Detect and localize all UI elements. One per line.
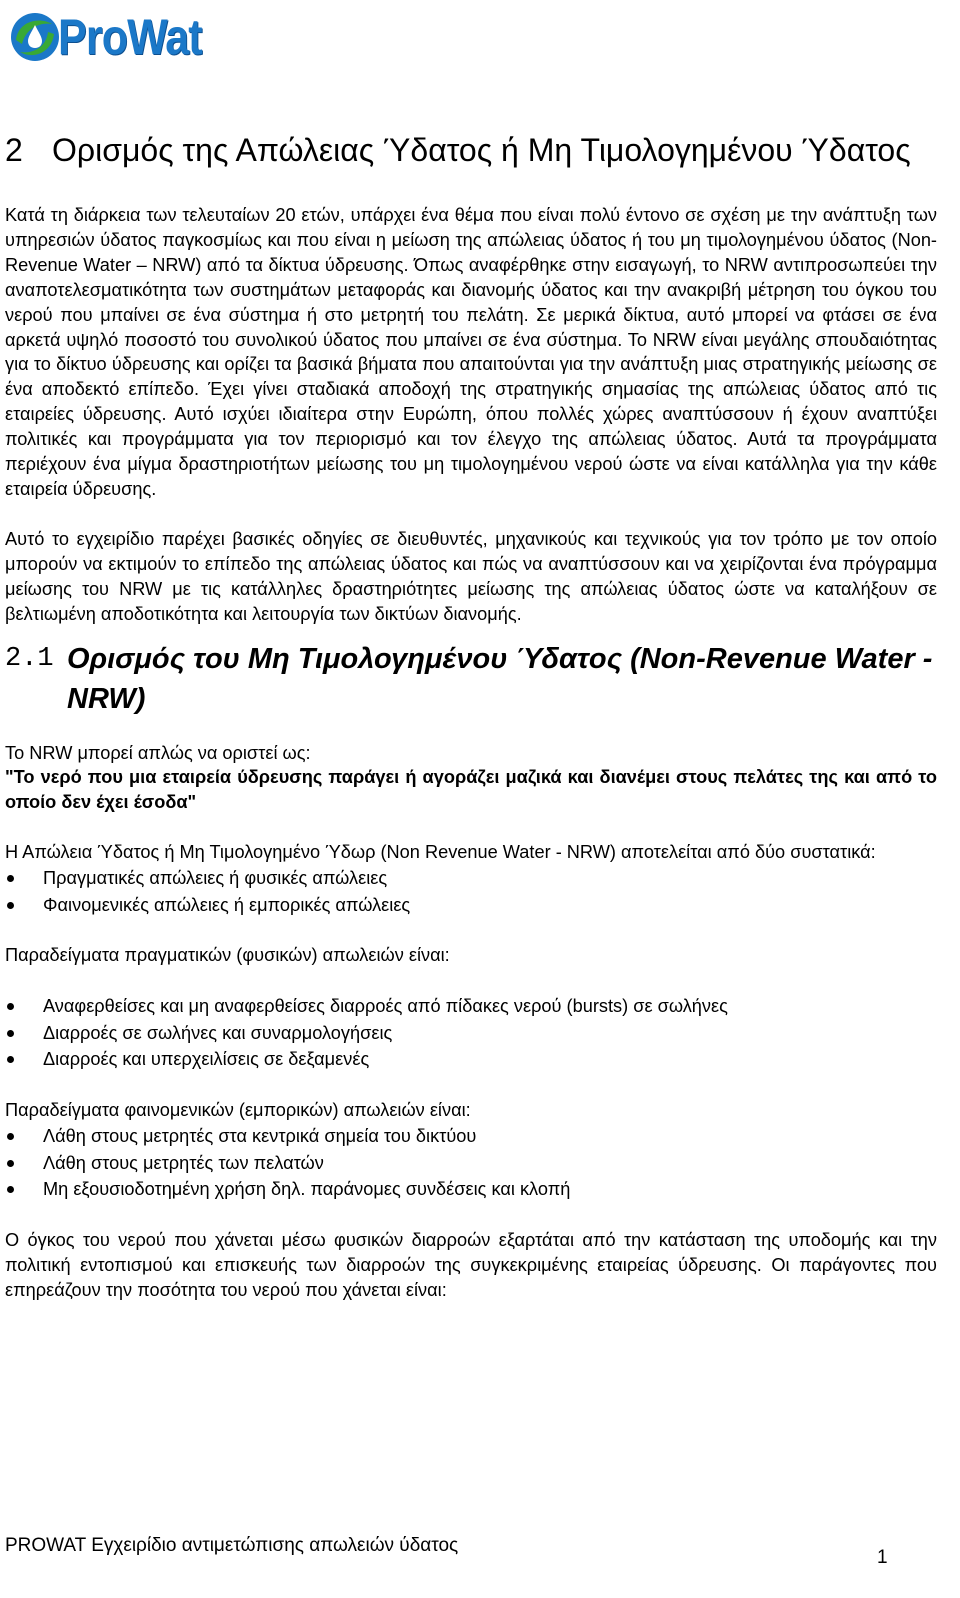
apparent-losses-heading: Παραδείγματα φαινομενικών (εμπορικών) απωλειών είναι: xyxy=(5,1100,471,1120)
section-title: Ορισμός της Απώλειας Ύδατος ή Μη Τιμολογημένου Ύδατος xyxy=(52,132,911,168)
paragraph-intro: Κατά τη διάρκεια των τελευταίων 20 ετών, υπάρχει ένα θέμα που είναι πολύ έντονο σε σχέση με την ανάπτυξη των υπηρεσιών ύδατος παγκοσμίως και που είναι η μείωση της απώλειας ύδατος ή του μη τιμολογημένου ύδατος (Non-Revenue Water – NRW) από τα δίκτυα ύδρευσης. Όπως αναφέρθηκε στην εισαγωγή, το NRW αντιπροσωπεύει την αναποτελεσματικότητα των συστημάτων μεταφοράς και διανομής ύδατος και την ανακριβή μέτρηση του όγκου του νερού που μπαίνει σε ένα σύστημα ή στο μετρητή του πελάτη. Σε μερικά δίκτυα, αυτό μπορεί να φτάσει σε ένα αρκετά υψηλό ποσοστό του συνολικού ύδατος που μπαίνει σε ένα σύστημα. Το NRW είναι μεγάλης σπουδαιότητας για το δίκτυο ύδρευσης και ορίζει τα βασικά βήματα που απαιτούνται για την ανάπτυξη μιας στρατηγικής μείωσης σε ένα αποδεκτό επίπεδο. Έχει γίνει σταδιακά αποδοχή της στρατηγικής σημασίας της απώλειας ύδατος από τις εταιρείες ύδρευσης. Αυτό ισχύει ιδιαίτερα στην Ευρώπη, όπου πολλές χώρες αναπτύσσουν ή έχουν αναπτύξει πολιτικές και προγράμματα για τον περιορισμό και τον έλεγχο της απώλειας ύδατος. Αυτά τα προγράμματα περιέχουν ένα μίγμα δραστηριοτήτων μείωσης του μη τιμολογημένου νερού ώστε να είναι κατάλληλα για την κάθε εταιρεία ύδρευσης. xyxy=(5,205,937,499)
document-body xyxy=(5,130,937,1302)
list-item: Λάθη στους μετρητές των πελατών xyxy=(5,1150,937,1177)
bullet-icon xyxy=(7,1186,14,1193)
list-item: Διαρροές και υπερχειλίσεις σε δεξαμενές xyxy=(5,1046,937,1073)
bullet-icon xyxy=(7,1160,14,1167)
list-item: Φαινομενικές απώλειες ή εμπορικές απώλειες xyxy=(5,892,937,919)
paragraph-manual-purpose: Αυτό το εγχειρίδιο παρέχει βασικές οδηγίες σε διευθυντές, μηχανικούς και τεχνικούς για τον τρόπο με τον οποίο μπορούν να εκτιμούν το επίπεδο της απώλειας ύδατος και πώς να αναπτύσσουν και να χειρίζονται ένα πρόγραμμα μείωσης του NRW με τις κατάλληλες δραστηριότητες μείωσης της απώλειας ύδατος ώστε να καταλήξουν σε βελτιωμένη αποδοτικότητα και λειτουργία των δικτύων διανομής. xyxy=(5,528,937,624)
subsection-number: 2.1 xyxy=(5,643,54,674)
prowat-logo xyxy=(8,6,225,68)
bullet-icon xyxy=(7,1003,14,1010)
real-losses-list xyxy=(5,993,937,1073)
real-losses-heading: Παραδείγματα πραγματικών (φυσικών) απωλειών είναι: xyxy=(5,945,450,966)
closing-paragraph: Ο όγκος του νερού που χάνεται μέσω φυσικών διαρροών εξαρτάται από την κατάσταση της υποδομής και την πολιτική εντοπισμού και επισκευής των διαρροών της συγκεκριμένης εταιρείας ύδρευσης. Οι παράγοντες που επηρεάζουν την ποσότητα του νερού που χάνεται είναι: xyxy=(5,1229,937,1300)
apparent-losses-list xyxy=(5,1123,937,1203)
definition-intro: Το NRW μπορεί απλώς να οριστεί ως: xyxy=(5,742,311,763)
water-drop-swirl-icon xyxy=(8,10,62,64)
page-number: 1 xyxy=(877,1547,888,1568)
components-list xyxy=(5,865,937,918)
list-item: Αναφερθείσες και μη αναφερθείσες διαρροές από πίδακες νερού (bursts) σε σωλήνες xyxy=(5,993,937,1020)
bullet-icon xyxy=(7,1056,14,1063)
list-item: Διαρροές σε σωλήνες και συναρμολογήσεις xyxy=(5,1020,937,1047)
bullet-icon xyxy=(7,1030,14,1037)
bullet-icon xyxy=(7,875,14,882)
subsection-heading xyxy=(5,639,937,719)
bullet-icon xyxy=(7,902,14,909)
section-number: 2 xyxy=(5,132,23,168)
list-item: Λάθη στους μετρητές στα κεντρικά σημεία του δικτύου xyxy=(5,1123,937,1150)
list-item: Πραγματικές απώλειες ή φυσικές απώλειες xyxy=(5,865,937,892)
subsection-title: Ορισμός του Μη Τιμολογημένου Ύδατος (Non-Revenue Water - NRW) xyxy=(67,642,933,715)
section-heading xyxy=(5,130,937,170)
logo-text: ProWat xyxy=(58,9,202,65)
bullet-icon xyxy=(7,1133,14,1140)
footer-title: PROWAT Εγχειρίδιο αντιμετώπισης απωλειών ύδατος xyxy=(5,1535,459,1556)
list-item: Μη εξουσιοδοτημένη χρήση δηλ. παράνομες συνδέσεις και κλοπή xyxy=(5,1176,937,1203)
components-text: Η Απώλεια Ύδατος ή Μη Τιμολογημένο Ύδωρ (Non Revenue Water - NRW) αποτελείται από δύο συστατικά: xyxy=(5,842,876,863)
nrw-definition: "Το νερό που μια εταιρεία ύδρευσης παράγει ή αγοράζει μαζικά και διανέμει στους πελάτες της και από το οποίο δεν έχει έσοδα" xyxy=(5,767,937,813)
